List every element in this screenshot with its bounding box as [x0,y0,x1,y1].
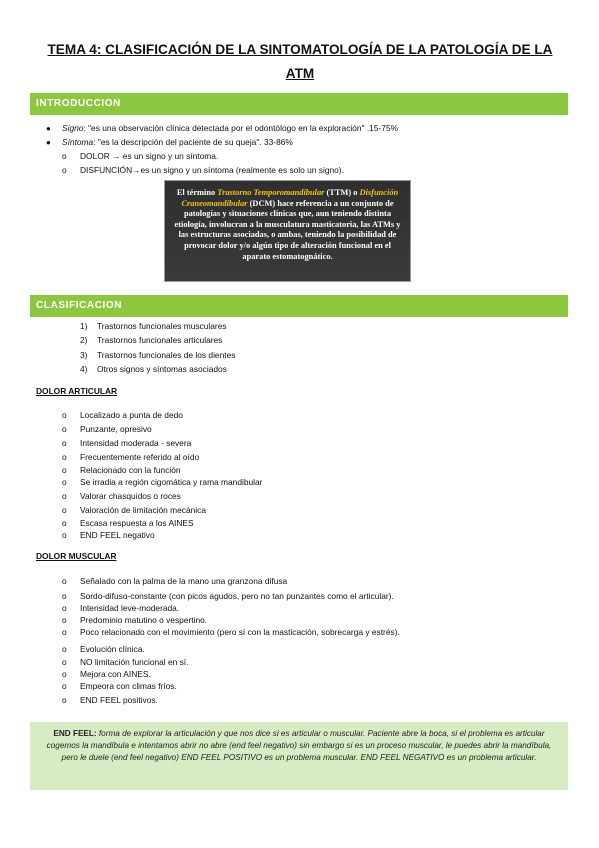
list-item: Intensidad moderada - severa [80,438,192,448]
circle-bullet-icon: o [62,681,67,691]
list-item: Empeora con climas fríos. [80,681,177,691]
bullet-icon: ● [46,124,51,133]
list-item: Intensidad leve-moderada. [80,603,180,613]
list-item: Trastornos funcionales articulares [97,335,223,345]
circle-bullet-icon: o [62,438,67,448]
list-item: Relacionado con la función [80,465,181,475]
circle-bullet-icon: o [62,491,67,501]
box-text: El término [176,188,218,197]
circle-bullet-icon: o [62,615,67,625]
box-term-dcm: Disfunción Craneomandibular [181,188,399,208]
definition-box [164,180,411,282]
list-item: Predominio matutino o vespertino. [80,615,208,625]
list-item: Escasa respuesta a los AINES [80,518,194,528]
circle-bullet-icon: o [62,518,67,528]
page-title: TEMA 4: CLASIFICACIÓN DE LA SINTOMATOLOGÍA DE LA PATOLOGÍA DE LA ATM [47,42,553,81]
section-header-introduccion: INTRODUCCION [30,93,568,115]
end-feel-text: forma de explorar la articulación y que nos dice si es articular o muscular. Paciente abre la boca, si el problema es articular cogemos la mandíbula e intentamos abrir no abre (end feel negativo) sin embargo si es un proceso muscular, le puedes abrir la mandíbula, pero le duele (end feel negativo) END FEEL POSITIVO es un problema muscular. END FEEL NEGATIVO es un problema articular. [46,729,552,762]
circle-bullet-icon: o [62,576,67,586]
list-item: Sordo-difuso-constante (con picos agudos, pero no tan punzantes como el articular). [80,591,394,601]
list-number: 1) [80,321,88,331]
circle-bullet-icon: o [62,603,67,613]
list-item: Señalado con la palma de la mano una granzona difusa [80,576,288,586]
box-text: (DCM) hace referencia a un conjunto de patologías y situaciones clínicas que, aun teniendo distinta etiología, involucran a la musculatura masticatoria, las ATMs y las estructuras asociadas, o ambas, teniendo la posibilidad de provocar dolor y/o algún tipo de alteración funcional en el aparato estomatognático. [174,198,401,261]
circle-bullet-icon: o [62,530,67,540]
list-item: Frecuentemente referido al oído [80,452,200,462]
dolor-articular-label: DOLOR ARTICULAR [36,386,118,396]
list-item: Valoración de limitación mecánica [80,505,206,515]
list-item: Otros signos y síntomas asociados [97,364,227,374]
section-header-clasificacion: CLASIFICACION [30,295,568,317]
list-number: 3) [80,350,88,360]
intro-sub-item: DISFUNCIÓN→es un signo y un síntoma (realmente es solo un signo). [80,165,344,175]
list-item: Localizado a punta de dedo [80,410,183,420]
list-item: END FEEL negativo [80,530,155,540]
list-item: NO limitación funcional en sí. [80,657,189,667]
end-feel-note [30,722,568,790]
circle-bullet-icon: o [62,695,67,705]
signo-label: Signo [62,123,84,133]
circle-bullet-icon: o [62,465,67,475]
sintoma-label: Síntoma [62,137,94,147]
circle-bullet-icon: o [62,477,67,487]
circle-bullet-icon: o [62,165,67,175]
list-item: END FEEL positivos. [80,695,158,705]
list-item: Valorar chasquidos o roces [80,491,181,501]
intro-sub-item: DOLOR → es un signo y un síntoma. [80,151,219,161]
circle-bullet-icon: o [62,151,67,161]
box-term-ttm: Trastorno Temporomandibular [217,188,325,197]
list-item: Evolución clínica. [80,644,145,654]
bullet-icon: ● [46,138,51,147]
sintoma-line [62,137,293,148]
list-number: 4) [80,364,88,374]
circle-bullet-icon: o [62,644,67,654]
signo-line [62,123,398,134]
circle-bullet-icon: o [62,591,67,601]
dolor-muscular-label: DOLOR MUSCULAR [36,551,117,561]
list-item: Trastornos funcionales de los dientes [97,350,236,360]
sintoma-text: : "es la descripción del paciente de su queja". 33-86% [93,137,293,147]
circle-bullet-icon: o [62,627,67,637]
circle-bullet-icon: o [62,505,67,515]
list-item: Punzante, opresivo [80,424,152,434]
list-item: Se irradia a región cigomática y rama mandibular [80,477,263,487]
list-item: Poco relacionado con el movimiento (pero sí con la masticación, sobrecarga y estrés). [80,627,400,637]
circle-bullet-icon: o [62,657,67,667]
list-item: Trastornos funcionales musculares [97,321,227,331]
circle-bullet-icon: o [62,424,67,434]
signo-text: : "es una observación clínica detectada por el odontólogo en la exploración" .15-75% [83,123,399,133]
circle-bullet-icon: o [62,669,67,679]
list-number: 2) [80,335,88,345]
list-item: Mejora con AINES. [80,669,151,679]
circle-bullet-icon: o [62,410,67,420]
box-text: (TTM) o [324,188,360,197]
circle-bullet-icon: o [62,452,67,462]
end-feel-label: END FEEL: [53,729,97,738]
